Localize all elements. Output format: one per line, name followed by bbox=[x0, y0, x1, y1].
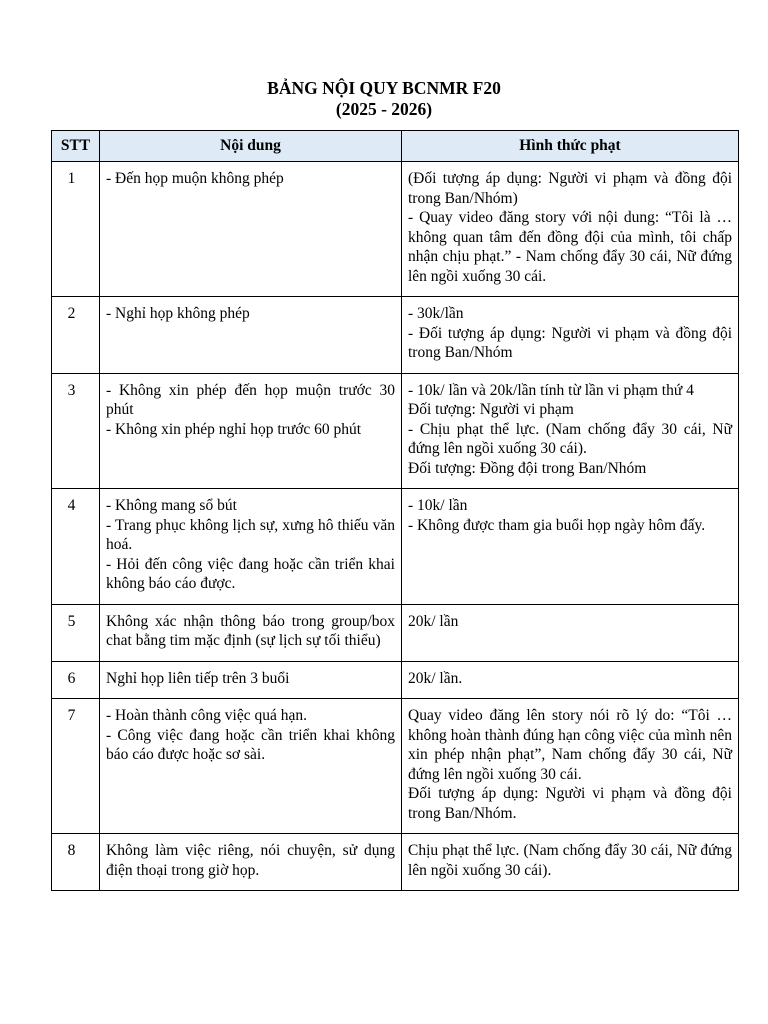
rule-content-cell bbox=[100, 489, 402, 605]
rule-content-line: Không xác nhận thông báo trong group/box chat bằng tim mặc định (sự lịch sự tối thiểu) bbox=[106, 612, 395, 649]
penalty-cell bbox=[402, 604, 739, 661]
rule-content-cell bbox=[100, 661, 402, 699]
penalty-line: 20k/ lần bbox=[408, 612, 459, 630]
rule-content-line: - Hỏi đến công việc đang hoặc cần triển khai không báo cáo được. bbox=[106, 555, 395, 592]
table-row bbox=[52, 661, 739, 699]
rule-content-cell bbox=[100, 297, 402, 374]
document-header bbox=[0, 78, 768, 120]
row-number: 7 bbox=[52, 699, 100, 834]
rule-content-cell bbox=[100, 604, 402, 661]
table-row bbox=[52, 373, 739, 489]
document-subtitle: (2025 - 2026) bbox=[335, 99, 433, 119]
rules-table bbox=[51, 130, 739, 891]
penalty-line: Đối tượng: Người vi phạm bbox=[408, 401, 574, 418]
table-row bbox=[52, 604, 739, 661]
penalty-line: - Quay video đăng story với nội dung: “Tôi là … không quan tâm đến đồng đội của mình, tôi chấp nhận chịu phạt.” - Nam chống đẩy 30 cái, Nữ đứng lên ngồi xuống 30 cái. bbox=[408, 209, 732, 285]
penalty-line: - Đối tượng áp dụng: Người vi phạm và đồng đội trong Ban/Nhóm bbox=[408, 324, 732, 361]
rule-content-cell bbox=[100, 373, 402, 489]
penalty-line: - 10k/ lần và 20k/lần tính từ lần vi phạm thứ 4 bbox=[408, 381, 694, 399]
row-number: 6 bbox=[52, 661, 100, 699]
penalty-line: - 10k/ lần bbox=[408, 497, 468, 514]
row-number: 4 bbox=[52, 489, 100, 605]
rule-content-line: - Nghỉ họp không phép bbox=[106, 305, 250, 322]
rule-content-line: - Đến họp muộn không phép bbox=[106, 170, 284, 187]
rule-content-line: - Trang phục không lịch sự, xưng hô thiếu văn hoá. bbox=[106, 516, 395, 553]
header-penalty: Hình thức phạt bbox=[402, 131, 739, 162]
penalty-cell bbox=[402, 162, 739, 297]
table-row bbox=[52, 834, 739, 891]
penalty-cell bbox=[402, 297, 739, 374]
penalty-line: 20k/ lần. bbox=[408, 669, 463, 687]
penalty-line: Quay video đăng lên story nói rõ lý do: “Tôi … không hoàn thành đúng hạn công việc của mình nên xin phép nhận phạt”, Nam chống đẩy 30 cái, Nữ đứng lên ngồi xuống 30 cái. bbox=[408, 707, 732, 783]
penalty-cell bbox=[402, 373, 739, 489]
rule-content-cell bbox=[100, 162, 402, 297]
penalty-cell bbox=[402, 699, 739, 834]
rule-content-line: - Không xin phép nghỉ họp trước 60 phút bbox=[106, 420, 362, 438]
penalty-cell bbox=[402, 661, 739, 699]
table-header-row bbox=[52, 131, 739, 162]
header-content: Nội dung bbox=[100, 131, 402, 162]
table-row bbox=[52, 297, 739, 374]
penalty-line: Đối tượng: Đồng đội trong Ban/Nhóm bbox=[408, 459, 647, 477]
rule-content-line: Không làm việc riêng, nói chuyện, sử dụng điện thoại trong giờ họp. bbox=[106, 842, 395, 879]
row-number: 1 bbox=[52, 162, 100, 297]
table-row bbox=[52, 162, 739, 297]
row-number: 5 bbox=[52, 604, 100, 661]
table-row bbox=[52, 699, 739, 834]
penalty-cell bbox=[402, 834, 739, 891]
table-row bbox=[52, 489, 739, 605]
penalty-line: Đối tượng áp dụng: Người vi phạm và đồng đội trong Ban/Nhóm. bbox=[408, 785, 732, 822]
rule-content-line: - Công việc đang hoặc cần triển khai không báo cáo được hoặc sơ sài. bbox=[106, 726, 395, 763]
row-number: 2 bbox=[52, 297, 100, 374]
document-title: BẢNG NỘI QUY BCNMR F20 bbox=[267, 78, 501, 98]
rule-content-line: - Hoàn thành công việc quá hạn. bbox=[106, 707, 308, 724]
rule-content-line: Nghỉ họp liên tiếp trên 3 buổi bbox=[106, 669, 290, 687]
penalty-line: (Đối tượng áp dụng: Người vi phạm và đồng đội trong Ban/Nhóm) bbox=[408, 170, 732, 207]
penalty-line: - Không được tham gia buổi họp ngày hôm đấy. bbox=[408, 516, 706, 534]
row-number: 8 bbox=[52, 834, 100, 891]
header-stt: STT bbox=[52, 131, 100, 162]
rule-content-cell bbox=[100, 699, 402, 834]
penalty-cell bbox=[402, 489, 739, 605]
rule-content-line: - Không xin phép đến họp muộn trước 30 phút bbox=[106, 381, 395, 418]
rule-content-line: - Không mang sổ bút bbox=[106, 497, 237, 514]
penalty-line: Chịu phạt thể lực. (Nam chống đẩy 30 cái, Nữ đứng lên ngồi xuống 30 cái). bbox=[408, 842, 732, 879]
penalty-line: - Chịu phạt thể lực. (Nam chống đẩy 30 cái, Nữ đứng lên ngồi xuống 30 cái). bbox=[408, 420, 732, 457]
penalty-line: - 30k/lần bbox=[408, 305, 464, 322]
row-number: 3 bbox=[52, 373, 100, 489]
rules-table-body bbox=[52, 162, 739, 891]
rule-content-cell bbox=[100, 834, 402, 891]
